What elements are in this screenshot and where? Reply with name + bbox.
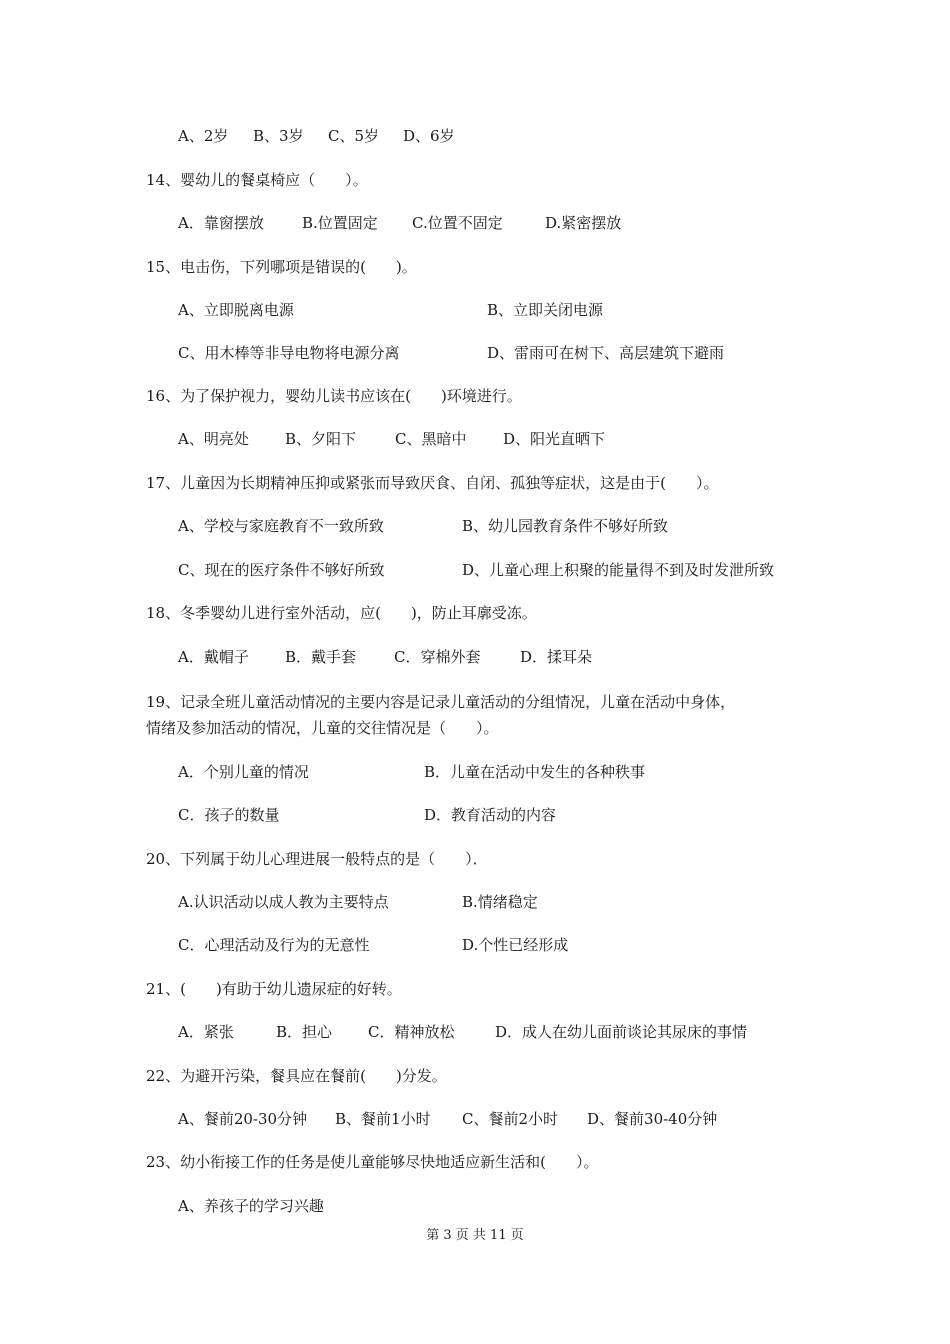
option-c: C．精神放松 bbox=[368, 1023, 455, 1041]
question-19-stem-line1: 19、记录全班儿童活动情况的主要内容是记录儿童活动的分组情况，儿童在活动中身体， bbox=[146, 693, 736, 711]
option-a: A、学校与家庭教育不一致所致 bbox=[178, 517, 384, 535]
q19-options-row2 bbox=[178, 803, 950, 827]
option-d: D、阳光直晒下 bbox=[503, 430, 606, 448]
question-18-stem: 18、冬季婴幼儿进行室外活动，应( )，防止耳廓受冻。 bbox=[146, 604, 537, 622]
q15-options-row2 bbox=[178, 341, 950, 365]
option-c: C.位置不固定 bbox=[412, 214, 503, 232]
option-a: A、立即脱离电源 bbox=[178, 301, 294, 319]
q16-options bbox=[178, 427, 950, 451]
question-14-stem: 14、婴幼儿的餐桌椅应（ ）。 bbox=[146, 171, 368, 189]
option-d: D.紧密摆放 bbox=[545, 214, 622, 232]
option-a: A．戴帽子 bbox=[178, 648, 249, 666]
option-b: B.情绪稳定 bbox=[462, 893, 538, 911]
option-c: C、黑暗中 bbox=[395, 430, 467, 448]
option-a: A、养孩子的学习兴趣 bbox=[178, 1197, 324, 1215]
q20-options-row2 bbox=[178, 933, 950, 957]
question-15-stem: 15、电击伤，下列哪项是错误的( )。 bbox=[146, 258, 417, 276]
option-c: C．孩子的数量 bbox=[178, 806, 280, 824]
q21-options bbox=[178, 1020, 950, 1044]
option-d: D、儿童心理上积聚的能量得不到及时发泄所致 bbox=[462, 561, 775, 579]
option-c: C．心理活动及行为的无意性 bbox=[178, 936, 370, 954]
option-b: B、餐前1小时 bbox=[335, 1110, 431, 1128]
q14-options bbox=[178, 211, 950, 235]
option-d: D．揉耳朵 bbox=[520, 648, 593, 666]
option-c: C．穿棉外套 bbox=[394, 648, 481, 666]
option-b: B．戴手套 bbox=[285, 648, 357, 666]
option-c: C、5岁 bbox=[328, 127, 380, 145]
page-number-footer: 第 3 页 共 11 页 bbox=[426, 1228, 524, 1243]
option-b: B．儿童在活动中发生的各种秩事 bbox=[424, 763, 646, 781]
question-22-stem: 22、为避开污染，餐具应在餐前( )分发。 bbox=[146, 1067, 447, 1085]
question-16-stem: 16、为了保护视力，婴幼儿读书应该在( )环境进行。 bbox=[146, 387, 522, 405]
q18-options bbox=[178, 645, 950, 669]
question-20-stem: 20、下列属于幼儿心理进展一般特点的是（ ）． bbox=[146, 850, 488, 868]
option-b: B、立即关闭电源 bbox=[487, 301, 604, 319]
q13-options bbox=[178, 124, 950, 148]
question-19-stem-line2: 情绪及参加活动的情况，儿童的交往情况是（ ）。 bbox=[146, 719, 499, 737]
question-23-stem: 23、幼小衔接工作的任务是使儿童能够尽快地适应新生活和( ）。 bbox=[146, 1153, 599, 1171]
q19-options-row1 bbox=[178, 760, 950, 784]
option-b: B、3岁 bbox=[253, 127, 304, 145]
question-21-stem: 21、( )有助于幼儿遗尿症的好转。 bbox=[146, 980, 402, 998]
option-a: A．个别儿童的情况 bbox=[178, 763, 309, 781]
q22-options bbox=[178, 1107, 950, 1131]
option-d: D．教育活动的内容 bbox=[424, 806, 557, 824]
option-c: C、用木棒等非导电物将电源分离 bbox=[178, 344, 400, 362]
option-b: B.位置固定 bbox=[302, 214, 378, 232]
q17-options-row2 bbox=[178, 558, 950, 582]
option-b: B、夕阳下 bbox=[285, 430, 357, 448]
option-a: A．靠窗摆放 bbox=[178, 214, 264, 232]
option-d: D、餐前30-40分钟 bbox=[587, 1110, 718, 1128]
option-c: C、现在的医疗条件不够好所致 bbox=[178, 561, 385, 579]
option-d: D、6岁 bbox=[403, 127, 455, 145]
option-a: A．紧张 bbox=[178, 1023, 234, 1041]
option-b: B、幼儿园教育条件不够好所致 bbox=[462, 517, 669, 535]
q23-options bbox=[178, 1194, 950, 1218]
option-c: C、餐前2小时 bbox=[462, 1110, 559, 1128]
option-a: A、餐前20-30分钟 bbox=[178, 1110, 308, 1128]
option-d: D．成人在幼儿面前谈论其尿床的事情 bbox=[495, 1023, 748, 1041]
option-a: A、2岁 bbox=[178, 127, 229, 145]
q20-options-row1 bbox=[178, 890, 950, 914]
q17-options-row1 bbox=[178, 514, 950, 538]
option-d: D.个性已经形成 bbox=[462, 936, 569, 954]
q15-options-row1 bbox=[178, 298, 950, 322]
option-a: A.认识活动以成人教为主要特点 bbox=[178, 893, 389, 911]
option-b: B．担心 bbox=[276, 1023, 333, 1041]
option-d: D、雷雨可在树下、高层建筑下避雨 bbox=[487, 344, 725, 362]
option-a: A、明亮处 bbox=[178, 430, 249, 448]
question-17-stem: 17、儿童因为长期精神压抑或紧张而导致厌食、自闭、孤独等症状，这是由于( ）。 bbox=[146, 474, 719, 492]
